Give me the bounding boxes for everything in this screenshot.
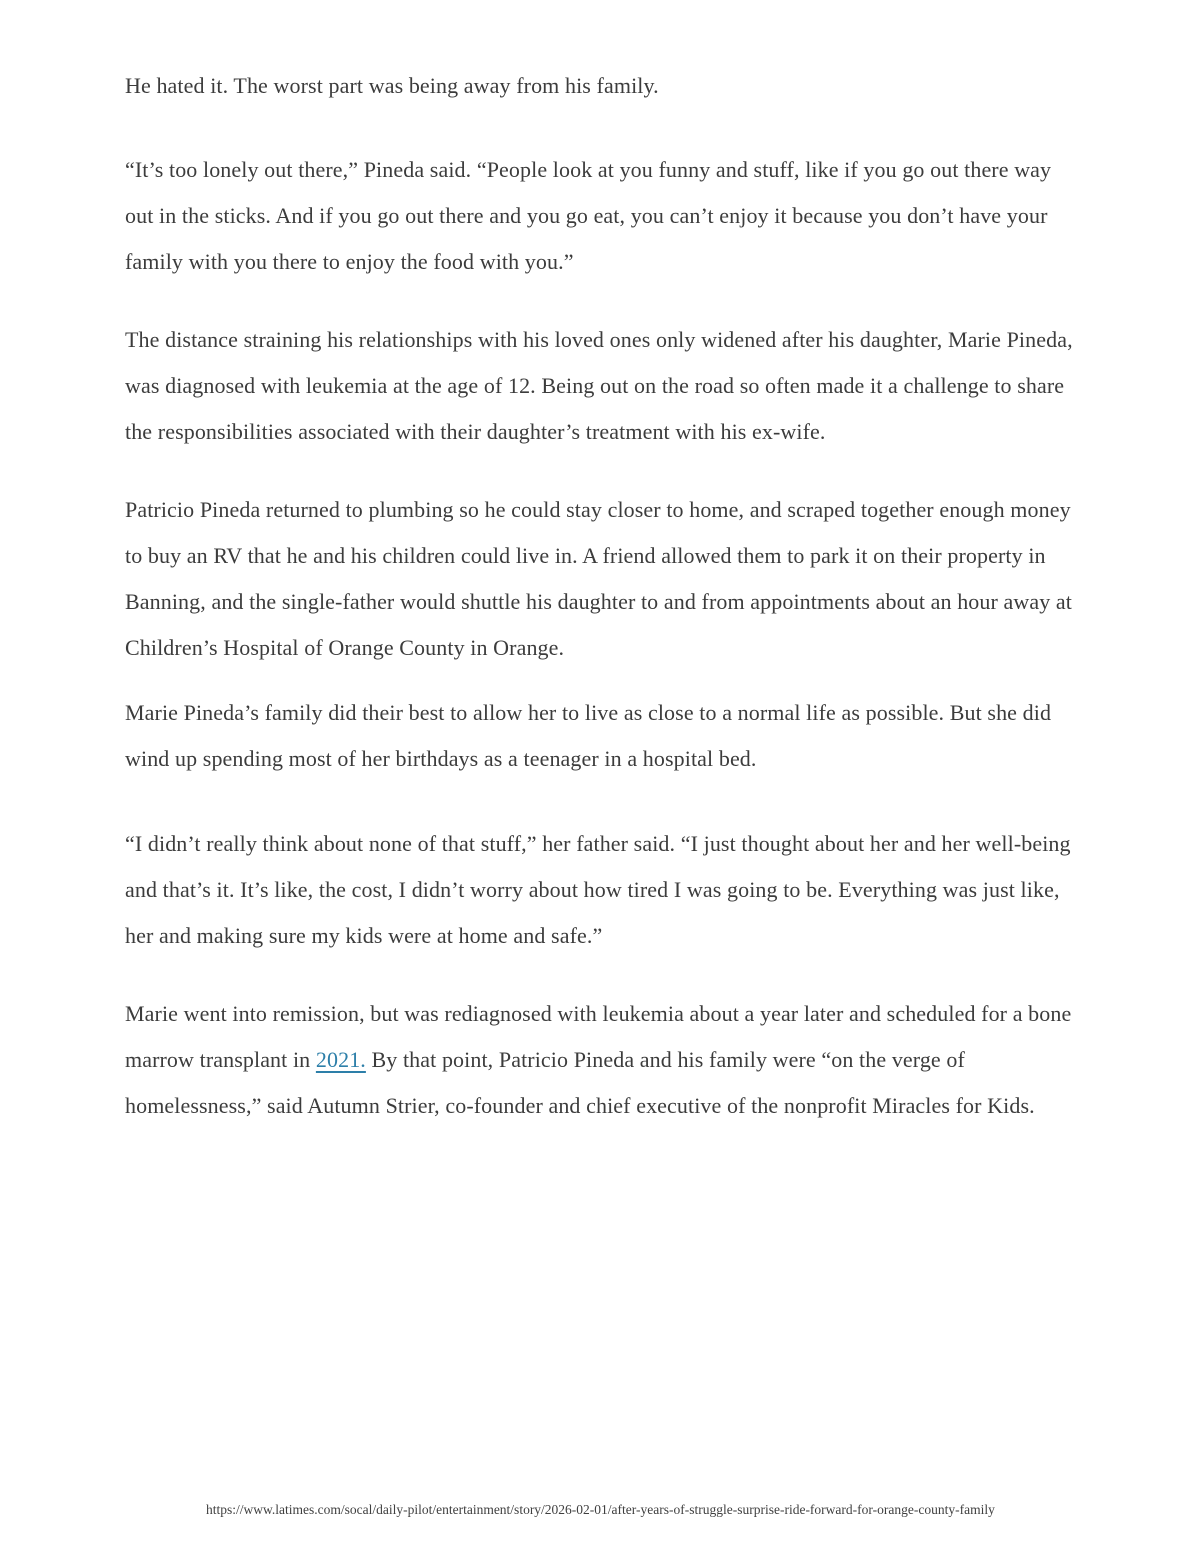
- article-paragraph-with-link: [125, 991, 1077, 1129]
- footer-url: https://www.latimes.com/socal/daily-pilot/entertainment/story/2026-02-01/after-years-of-struggle-surprise-ride-forward-for-orange-county-family: [206, 1502, 995, 1517]
- paragraph-text-before-link: Marie went into remission, but was rediagnosed with leukemia about a year later and scheduled for a bone marrow transplant in: [125, 1001, 1072, 1072]
- article-paragraph: “I didn’t really think about none of that stuff,” her father said. “I just thought about her and her well-being and that’s it. It’s like, the cost, I didn’t worry about how tired I was going to be. Everything was just like, her and making sure my kids were at home and safe.”: [125, 831, 1071, 948]
- article-paragraph: Marie Pineda’s family did their best to allow her to live as close to a normal life as possible. But she did wind up spending most of her birthdays as a teenager in a hospital bed.: [125, 700, 1052, 771]
- article-body: [125, 63, 1077, 1161]
- inline-link-2021[interactable]: 2021.: [315, 1047, 366, 1072]
- article-paragraph: The distance straining his relationships with his loved ones only widened after his daughter, Marie Pineda, was diagnosed with leukemia at the age of 12. Being out on the road so often made it a challenge to share the responsibilities associated with their daughter’s treatment with his ex-wife.: [125, 327, 1073, 444]
- article-paragraph: He hated it. The worst part was being away from his family.: [125, 73, 659, 98]
- paragraph-text-after-link: By that point, Patricio Pineda and his family were “on the verge of homelessness,” said Autumn Strier, co-founder and chief executive of the nonprofit Miracles for Kids.: [125, 1047, 1035, 1118]
- article-paragraph: “It’s too lonely out there,” Pineda said. “People look at you funny and stuff, like if you go out there way out in the sticks. And if you go out there and you go eat, you can’t enjoy it because you don’t have your family with you there to enjoy the food with you.”: [125, 157, 1052, 274]
- article-paragraph: Patricio Pineda returned to plumbing so he could stay closer to home, and scraped together enough money to buy an RV that he and his children could live in. A friend allowed them to park it on their property in Banning, and the single-father would shuttle his daughter to and from appointments about an hour away at Children’s Hospital of Orange County in Orange.: [125, 497, 1073, 660]
